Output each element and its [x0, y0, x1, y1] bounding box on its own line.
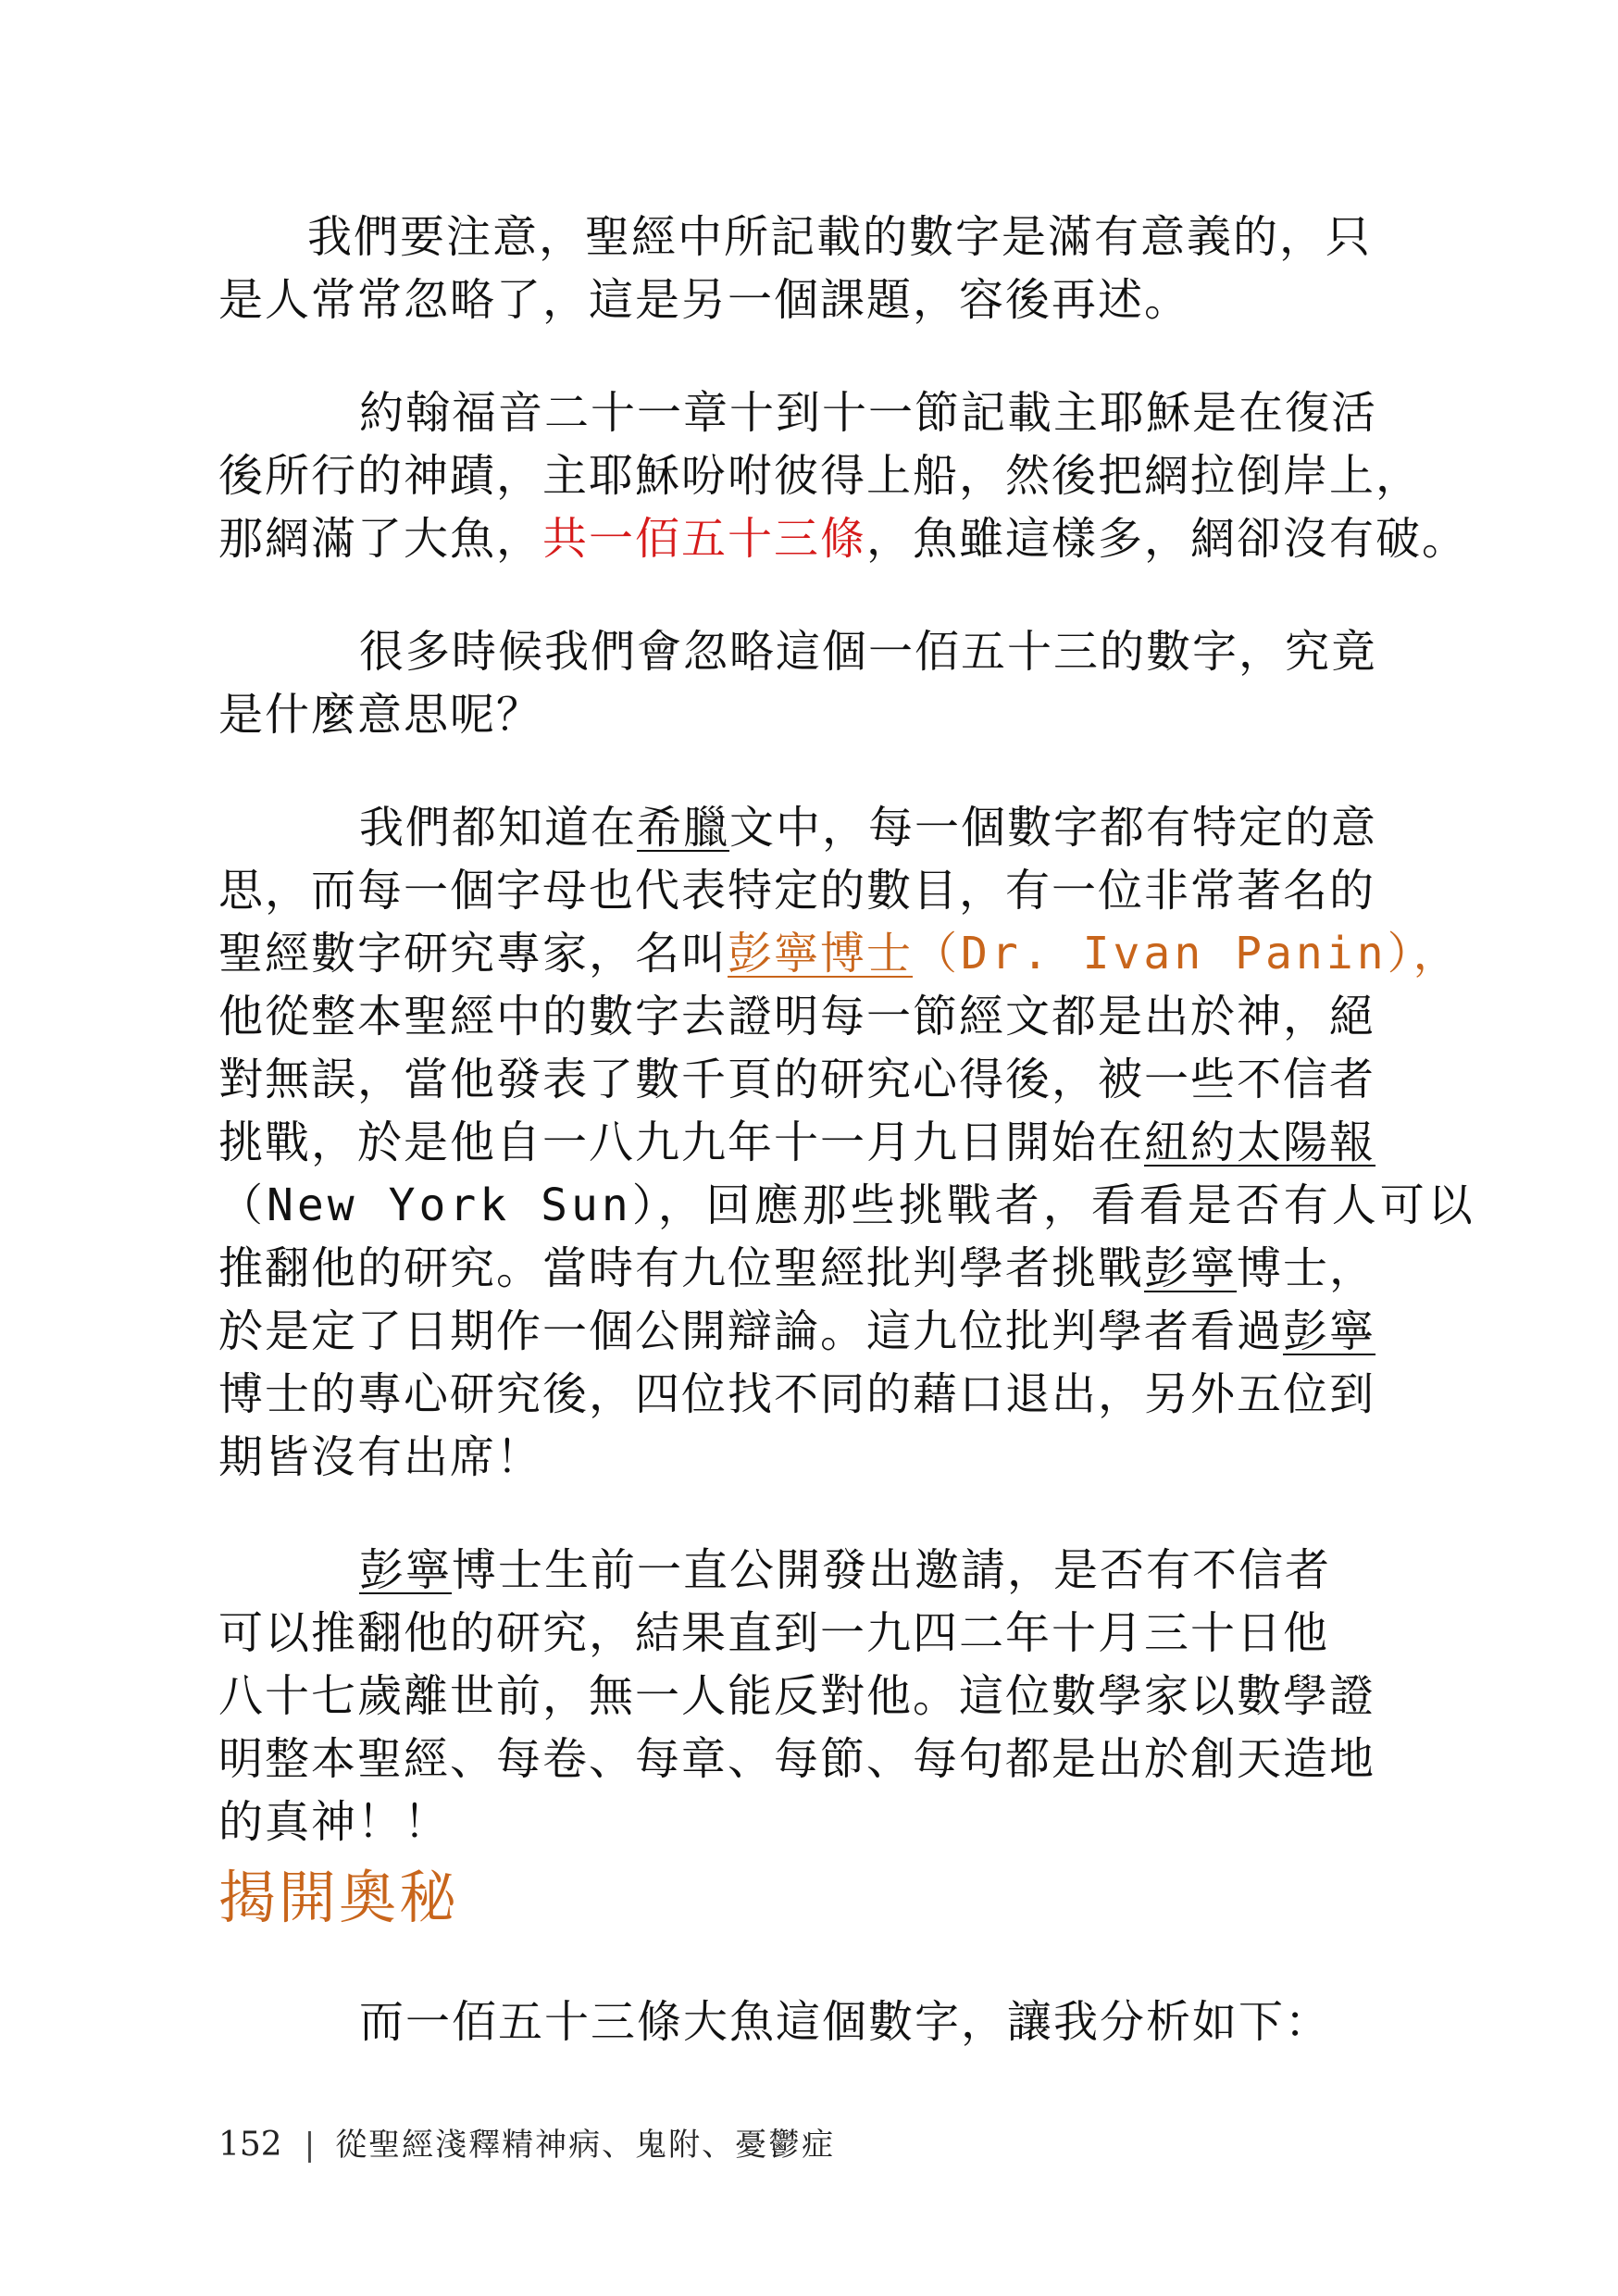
- text-line: [218, 1300, 1403, 1363]
- text-line: 的真神！！: [218, 1796, 451, 1848]
- text-segment: 我們都知道在: [359, 802, 638, 854]
- highlighted-name: 彭寧博士: [728, 928, 914, 980]
- text-segment: 於是定了日期作一個公開辯論。這九位批判學者看過: [218, 1305, 1284, 1357]
- paragraph-6: [218, 1990, 1403, 2053]
- section-heading: 揭開奧秘: [218, 1864, 460, 1931]
- text-line: 可以推翻他的研究，結果直到一九四二年十月三十日他: [218, 1607, 1330, 1659]
- text-line: 很多時候我們會忽略這個一佰五十三的數字，究竟: [359, 626, 1378, 678]
- text-line: 約翰福音二十一章十到十一節記載主耶穌是在復活: [359, 387, 1378, 439]
- text-line: 我們要注意，聖經中所記載的數字是滿有意義的，只: [307, 211, 1373, 263]
- text-line: [218, 922, 1462, 985]
- footer-separator: |: [304, 2127, 316, 2164]
- text-line: [218, 1111, 1403, 1174]
- book-title: 從聖經淺釋精神病、鬼附、憂鬱症: [335, 2127, 836, 2164]
- text-line: 思，而每一個字母也代表特定的數目，有一位非常著名的: [218, 865, 1376, 917]
- text-line: 是人常常忽略了，這是另一個課題，容後再述。: [218, 274, 1191, 326]
- text-segment: ，魚雖這樣多，網卻沒有破。: [866, 513, 1469, 565]
- text-segment: 博士，: [1237, 1242, 1376, 1294]
- text-line: 明整本聖經、每卷、每章、每節、每句都是出於創天造地: [218, 1733, 1376, 1785]
- underlined-term: 彭寧: [359, 1544, 453, 1596]
- page-number: 152: [218, 2126, 282, 2164]
- text-line: 博士的專心研究後，四位找不同的藉口退出，另外五位到: [218, 1368, 1376, 1420]
- highlighted-count: 共一佰五十三條: [542, 513, 867, 565]
- text-segment: 文中，每一個數字都有特定的意: [729, 802, 1378, 854]
- text-line: （New York Sun），回應那些挑戰者，看看是否有人可以: [218, 1179, 1476, 1231]
- paragraph-4: [218, 796, 1476, 1489]
- underlined-term: 紐約太陽報: [1144, 1117, 1376, 1168]
- text-line: [218, 796, 1403, 859]
- highlighted-name-english: （Dr. Ivan Panin），: [913, 928, 1462, 980]
- text-line: [218, 1539, 1403, 1602]
- text-line: 對無誤，當他發表了數千頁的研究心得後，被一些不信者: [218, 1054, 1376, 1105]
- text-line: 而一佰五十三條大魚這個數字，讓我分析如下：: [359, 1996, 1332, 2048]
- page-footer: [218, 2120, 835, 2170]
- text-line: [218, 1237, 1403, 1300]
- paragraph-5: [218, 1539, 1403, 1853]
- text-segment: 博士生前一直公開發出邀請，是否有不信者: [452, 1544, 1332, 1596]
- text-line: [218, 507, 1469, 570]
- text-line: 是什麼意思呢？: [218, 689, 543, 741]
- text-segment: 推翻他的研究。當時有九位聖經批判學者挑戰: [218, 1242, 1145, 1294]
- paragraph-3: [218, 620, 1403, 746]
- underlined-term: 彭寧: [1283, 1305, 1376, 1357]
- underlined-term: 彭寧: [1144, 1242, 1238, 1294]
- underlined-term: 希臘: [637, 802, 730, 854]
- main-text: [218, 206, 1476, 1903]
- text-line: 期皆沒有出席！: [218, 1431, 543, 1483]
- paragraph-2: [218, 381, 1469, 570]
- paragraph-1: [218, 206, 1403, 331]
- text-line: 他從整本聖經中的數字去證明每一節經文都是出於神，絕: [218, 991, 1376, 1042]
- text-segment: 那網滿了大魚，: [218, 513, 543, 565]
- text-line: 後所行的神蹟，主耶穌吩咐彼得上船，然後把網拉倒岸上，: [218, 450, 1423, 502]
- text-segment: 挑戰，於是他自一八九九年十一月九日開始在: [218, 1117, 1145, 1168]
- text-line: 八十七歲離世前，無一人能反對他。這位數學家以數學證: [218, 1670, 1376, 1722]
- text-segment: 聖經數字研究專家，名叫: [218, 928, 728, 980]
